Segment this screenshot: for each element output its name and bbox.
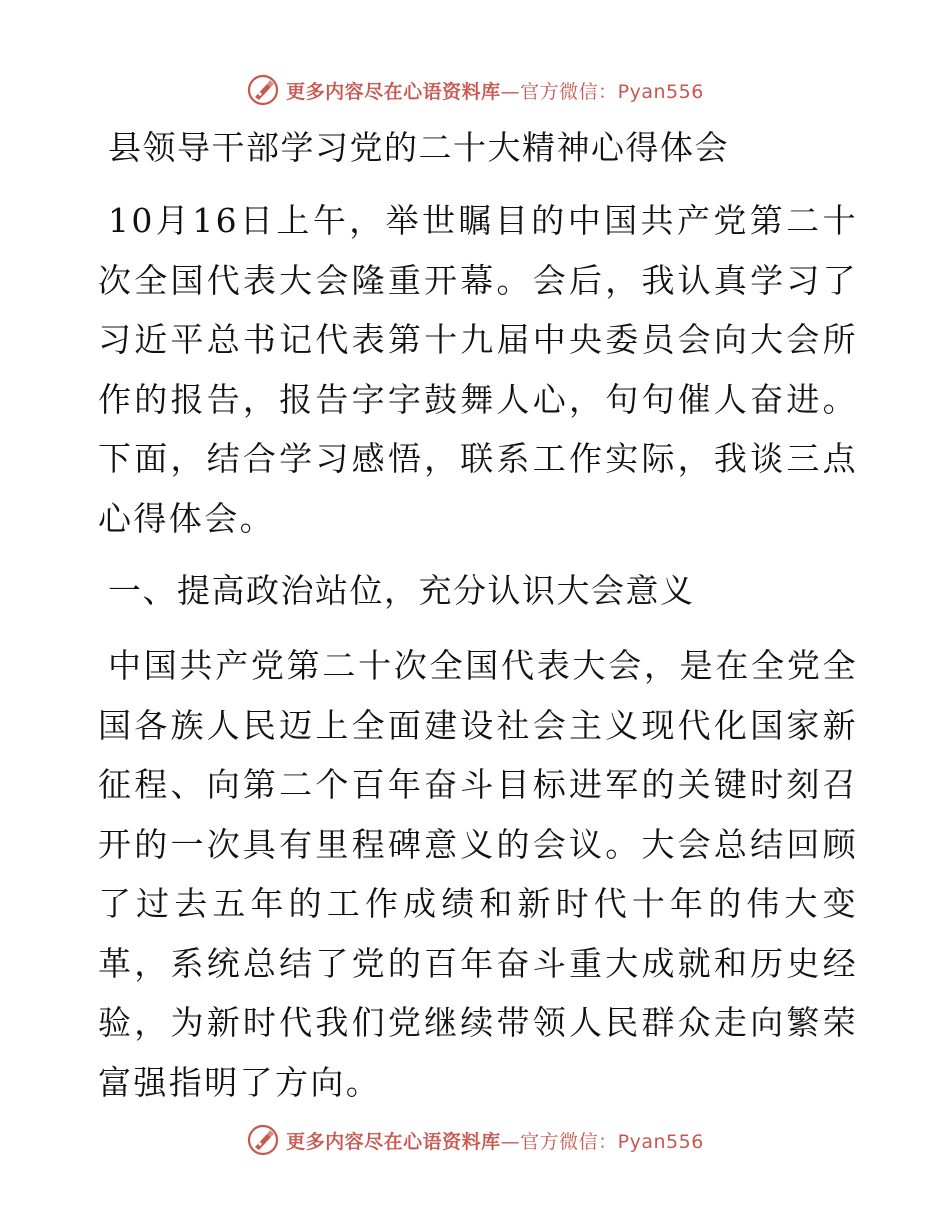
header-watermark-text: 更多内容尽在心语资料库—官方微信：Pyan556 — [286, 80, 704, 103]
pen-nib-logo-icon — [246, 73, 280, 107]
document-body — [98, 118, 858, 1112]
header-watermark-banner — [0, 70, 950, 110]
document-title: 县领导干部学习党的二十大精神心得体会 — [108, 128, 729, 167]
footer-watermark-banner — [0, 1120, 950, 1160]
footer-watermark-text: 更多内容尽在心语资料库—官方微信：Pyan556 — [286, 1130, 704, 1153]
section-heading: 一、提高政治站位，充分认识大会意义 — [108, 571, 695, 610]
section-paragraph: 中国共产党第二十次全国代表大会，是在全党全国各族人民迈上全面建设社会主义现代化国家新征程、向第二个百年奋斗目标进军的关键时刻召开的一次具有里程碑意义的会议。大会总结回顾了过去五年的工作成绩和新时代十年的伟大变革，系统总结了党的百年奋斗重大成就和历史经验，为新时代我们党继续带领人民群众走向繁荣富强指明了方向。 — [98, 646, 858, 1102]
intro-paragraph: 10月16日上午，举世瞩目的中国共产党第二十次全国代表大会隆重开幕。会后，我认真学习了习近平总书记代表第十九届中央委员会向大会所作的报告，报告字字鼓舞人心，句句催人奋进。下面，结合学习感悟，联系工作实际，我谈三点心得体会。 — [98, 201, 858, 538]
pen-nib-logo-icon — [246, 1123, 280, 1157]
